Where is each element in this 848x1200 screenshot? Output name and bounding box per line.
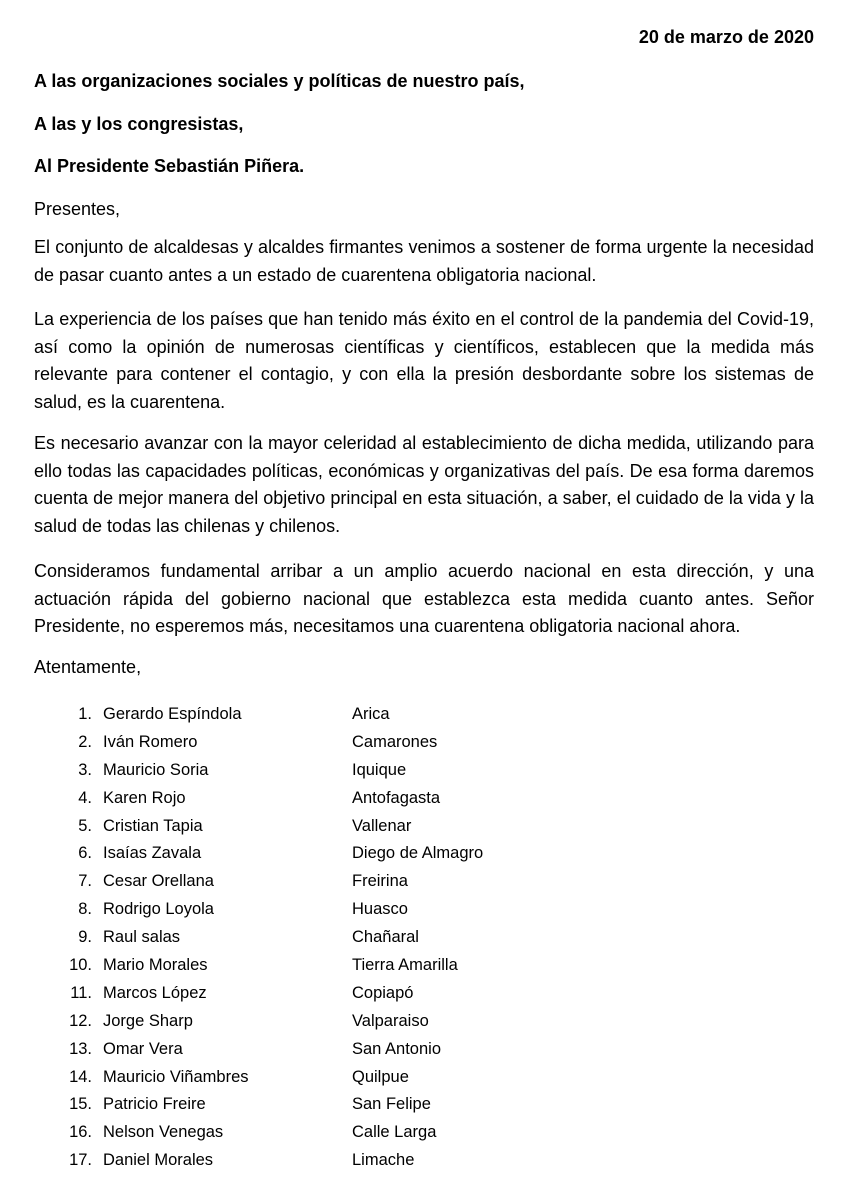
signatory-name: Mauricio Viñambres (103, 1067, 249, 1086)
signatory-number: 15. (69, 1095, 92, 1114)
signatory-row (0, 785, 848, 813)
signatory-name: Jorge Sharp (103, 1011, 193, 1030)
signatory-name: Nelson Venegas (103, 1123, 224, 1142)
signatory-name: Cristian Tapia (103, 816, 203, 835)
signatory-row (0, 1119, 848, 1147)
addressee-organizations: A las organizaciones sociales y políticas de nuestro país, (34, 71, 525, 91)
signatory-name: Raul salas (103, 928, 181, 947)
signatory-number: 4. (78, 788, 92, 807)
signatory-name: Iván Romero (103, 732, 198, 751)
signatory-name: Patricio Freire (103, 1095, 206, 1114)
signatory-row (0, 1064, 848, 1092)
signatory-commune: Copiapó (352, 983, 414, 1002)
paragraph-request: El conjunto de alcaldesas y alcaldes firmantes venimos a sostener de forma urgente la necesidad de pasar cuanto antes a un estado de cuarentena obligatoria nacional. (34, 237, 814, 285)
signatory-name: Isaías Zavala (103, 844, 202, 863)
signatory-number: 16. (69, 1123, 92, 1142)
signatory-commune: Huasco (352, 900, 408, 919)
signatory-row (0, 952, 848, 980)
signatory-row (0, 1008, 848, 1036)
signatory-row (0, 729, 848, 757)
signatory-commune: Camarones (352, 732, 438, 751)
signatory-number: 8. (78, 900, 92, 919)
paragraph-appeal: Consideramos fundamental arribar a un amplio acuerdo nacional en esta dirección, y una actuación rápida del gobierno nacional que establezca esta medida cuanto antes. Señor Presidente, no esperemos más, necesitamos una cuarentena obligatoria nacional ahora. (34, 561, 814, 636)
signatory-number: 13. (69, 1039, 92, 1058)
signatory-number: 7. (78, 872, 92, 891)
signatory-name: Mario Morales (103, 956, 208, 975)
signatory-commune: Freirina (352, 872, 408, 891)
signatory-number: 5. (78, 816, 92, 835)
signatory-number: 2. (78, 732, 92, 751)
signatory-number: 9. (78, 928, 92, 947)
signatory-name: Karen Rojo (103, 788, 186, 807)
signatory-name: Mauricio Soria (103, 760, 209, 779)
signatory-row (0, 924, 848, 952)
signatory-name: Omar Vera (103, 1039, 183, 1058)
signatory-list (0, 701, 848, 1175)
addressee-congress: A las y los congresistas, (34, 114, 244, 134)
signatory-row (0, 896, 848, 924)
signatory-row (0, 1147, 848, 1175)
signatory-row (0, 757, 848, 785)
signatory-commune: Quilpue (352, 1067, 409, 1086)
signatory-commune: Diego de Almagro (352, 844, 484, 863)
signatory-commune: Antofagasta (352, 788, 441, 807)
signatory-number: 3. (78, 760, 92, 779)
signatory-commune: Vallenar (352, 816, 412, 835)
signatory-row (0, 701, 848, 729)
paragraph-experience: La experiencia de los países que han tenido más éxito en el control de la pandemia del Covid-19, así como la opinión de numerosas científicas y científicos, establecen que la medida más relevante para contener el contagio, y con ella la presión desbordante sobre los sistemas de salud, es la cuarentena. (34, 309, 814, 412)
signatory-commune: Chañaral (352, 928, 419, 947)
signatory-number: 10. (69, 956, 92, 975)
signatory-number: 14. (69, 1067, 92, 1086)
signatory-row (0, 840, 848, 868)
signatory-name: Gerardo Espíndola (103, 705, 242, 723)
closing: Atentamente, (34, 657, 142, 677)
signatory-commune: Valparaiso (352, 1011, 429, 1030)
signatory-name: Marcos López (103, 983, 207, 1002)
signatory-row (0, 1091, 848, 1119)
signatory-number: 6. (78, 844, 92, 863)
signatory-commune: Iquique (352, 760, 407, 779)
signatory-row (0, 813, 848, 841)
signatory-number: 11. (70, 983, 92, 1002)
signatory-name: Rodrigo Loyola (103, 900, 214, 919)
signatory-number: 12. (69, 1011, 92, 1030)
signatory-row (0, 1036, 848, 1064)
signatory-commune: Calle Larga (352, 1123, 437, 1142)
signatory-number: 17. (69, 1151, 92, 1170)
signatory-name: Daniel Morales (103, 1151, 214, 1170)
signatory-commune: Tierra Amarilla (352, 956, 458, 975)
signatory-commune: Arica (352, 705, 390, 723)
paragraph-urgency: Es necesario avanzar con la mayor celeridad al establecimiento de dicha medida, utilizando para ello todas las capacidades políticas, económicas y organizativas del país. De esa forma daremos cuenta de mejor manera del objetivo principal en esta situación, a saber, el cuidado de la vida y la salud de todas las chilenas y chilenos. (34, 433, 814, 536)
signatory-row (0, 980, 848, 1008)
addressee-president: Al Presidente Sebastián Piñera. (34, 156, 305, 176)
signatory-commune: San Felipe (352, 1095, 431, 1114)
signatory-name: Cesar Orellana (103, 872, 214, 891)
signatory-row (0, 868, 848, 896)
signatory-commune: San Antonio (352, 1039, 441, 1058)
greeting: Presentes, (34, 199, 121, 219)
signatory-commune: Limache (352, 1151, 415, 1170)
letter-date: 20 de marzo de 2020 (638, 27, 814, 47)
signatory-number: 1. (78, 705, 92, 723)
